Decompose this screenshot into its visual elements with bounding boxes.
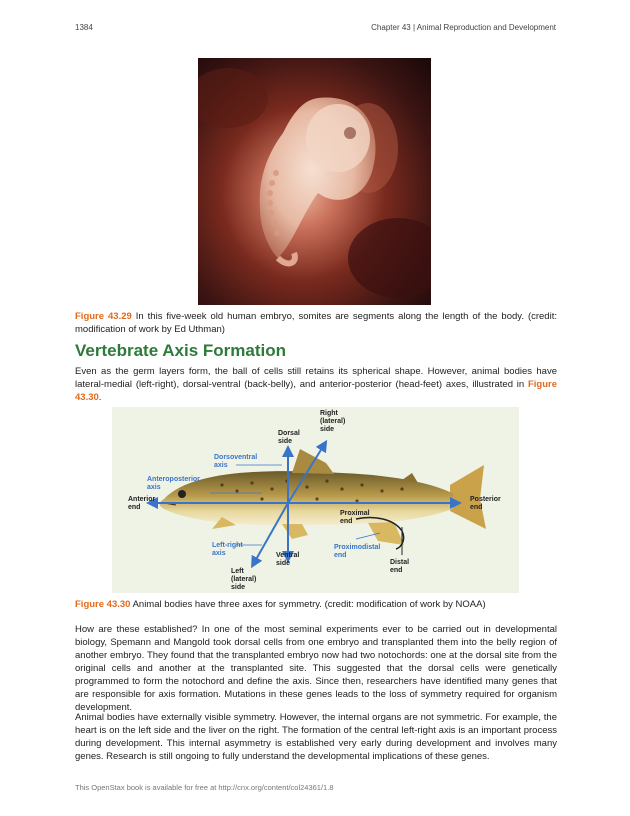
posterior-label-2: end	[470, 504, 483, 511]
leftright-label-1: Left-right	[212, 542, 243, 549]
embryo-photo	[198, 58, 431, 305]
left-lateral-label-3: side	[231, 584, 246, 591]
ventral-label-1: Ventral	[276, 552, 300, 559]
anterior-label-2: end	[128, 504, 141, 511]
paragraph-1-end: .	[98, 392, 102, 403]
proximal-label-2: end	[340, 518, 353, 525]
chapter-header: Chapter 43 | Animal Reproduction and Development	[371, 23, 556, 32]
right-lateral-label-1: Right	[320, 410, 338, 417]
left-lateral-label-1: Left	[231, 568, 244, 575]
section-title: Vertebrate Axis Formation	[75, 341, 286, 360]
figure-30-label: Figure 43.30	[75, 599, 131, 610]
paragraph-1-text: Even as the germ layers form, the ball of cells still retains its spherical shape. However, animal bodies have lateral-medial (left-right), dorsal-ventral (back-belly), and anterior-posterior (head-feet) axes, illustrated in	[75, 366, 557, 390]
footer: This OpenStax book is available for free at http://cnx.org/content/col24361/1.8	[75, 783, 334, 792]
anterior-label-1: Anterior	[128, 496, 156, 503]
proximodistal-label-1: Proximodistal	[334, 544, 381, 551]
right-lateral-label-2: (lateral)	[320, 418, 346, 425]
dorsal-label-2: side	[278, 438, 293, 445]
ventral-label-2: side	[276, 560, 291, 567]
proximal-label-1: Proximal	[340, 510, 370, 517]
left-lateral-label-2: (lateral)	[231, 576, 257, 583]
trout-illustration	[160, 449, 487, 545]
figure-29-label: Figure 43.29	[75, 311, 132, 322]
anteroposterior-label-2: axis	[147, 484, 161, 491]
figure-29-caption-text: In this five-week old human embryo, somites are segments along the length of the body. (credit: modification of work by Ed Uthman)	[75, 311, 557, 335]
leftright-label-2: axis	[212, 550, 226, 557]
distal-label-2: end	[390, 567, 403, 574]
posterior-label-1: Posterior	[470, 496, 501, 503]
dorsoventral-label-2: axis	[214, 462, 228, 469]
paragraph-3: Animal bodies have externally visible symmetry. However, the internal organs are not symmetric. For example, the heart is on the left side and the liver on the right. The formation of the central left-right axis is an important process during development. This internal asymmetry is established very early during development and involves many genes. Research is still ongoing to fully understand the developmental implications of these genes.	[75, 712, 557, 762]
right-lateral-label-3: side	[320, 426, 335, 433]
paragraph-1	[75, 365, 557, 404]
figure-30-link[interactable]: Figure 43.30	[75, 379, 557, 403]
figure-29-caption	[75, 310, 557, 336]
fish-axes-figure	[112, 407, 519, 593]
dorsal-label-1: Dorsal	[278, 430, 300, 437]
paragraph-2: How are these established? In one of the most seminal experiments ever to be carried out in developmental biology, Spemann and Mangold took dorsal cells from one embryo and transplanted them into the belly region of another embryo. They found that the transplanted embryo now had two notochords: one at the dorsal site from the original cells and another at the transplanted site. This suggested that the dorsal cells were genetically programmed to form the notochord and define the axis. Since then, researchers have identified many genes that are responsible for axis formation. Mutations in these genes leads to the loss of symmetry required for organism development.	[75, 624, 557, 713]
page-number: 1384	[75, 23, 93, 32]
figure-30-caption	[75, 598, 557, 611]
proximodistal-label-2: end	[334, 552, 347, 559]
anteroposterior-label-1: Anteroposterior	[147, 476, 200, 483]
dorsoventral-label-1: Dorsoventral	[214, 454, 258, 461]
distal-label-1: Distal	[390, 559, 410, 566]
figure-30-caption-text: Animal bodies have three axes for symmetry. (credit: modification of work by NOAA)	[130, 599, 486, 610]
